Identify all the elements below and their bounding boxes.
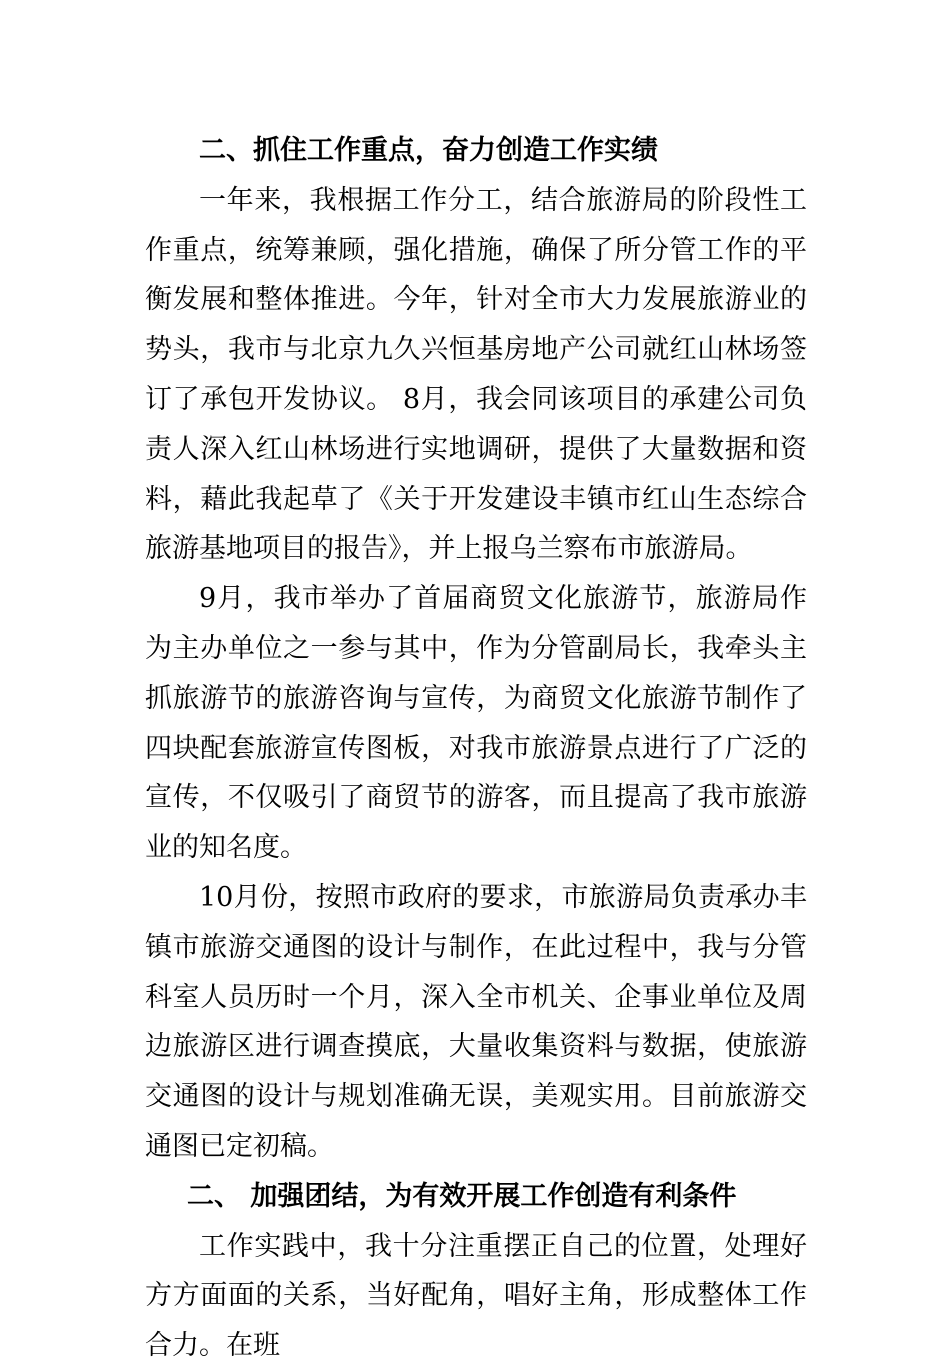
paragraph-1: 一年来，我根据工作分工，结合旅游局的阶段性工作重点，统筹兼顾，强化措施，确保了所分管工作的平衡发展和整体推进。今年，针对全市大力发展旅游业的势头，我市与北京九久兴恒基房地产公司就红山林场签订了承包开发协议。 8月，我会同该项目的承建公司负责人深入红山林场进行实地调研，提供了大量数据和资料，藉此我起草了《关于开发建设丰镇市红山生态综合旅游基地项目的报告》，并上报乌兰察布市旅游局。 xyxy=(145,184,807,565)
paragraph-3: 10月份，按照市政府的要求，市旅游局负责承办丰镇市旅游交通图的设计与制作，在此过程中，我与分管科室人员历时一个月，深入全市机关、企事业单位及周边旅游区进行调查摸底，大量收集资料与数据，使旅游交通图的设计与规划准确无误，美观实用。目前旅游交通图已定初稿。 xyxy=(145,881,807,1162)
section-heading-1: 二、抓住工作重点，奋力创造工作实绩 xyxy=(199,135,658,166)
document-body xyxy=(145,126,807,1371)
paragraph-2: 9月，我市举办了首届商贸文化旅游节，旅游局作为主办单位之一参与其中，作为分管副局长，我牵头主抓旅游节的旅游咨询与宣传，为商贸文化旅游节制作了四块配套旅游宣传图板，对我市旅游景点进行了广泛的宣传，不仅吸引了商贸节的游客，而且提高了我市旅游业的知名度。 xyxy=(145,583,807,864)
section-heading-2: 二、 加强团结，为有效开展工作创造有利条件 xyxy=(187,1180,737,1212)
paragraph-4: 工作实践中，我十分注重摆正自己的位置，处理好方方面面的关系，当好配角，唱好主角，形成整体工作合力。在班 xyxy=(145,1230,807,1362)
